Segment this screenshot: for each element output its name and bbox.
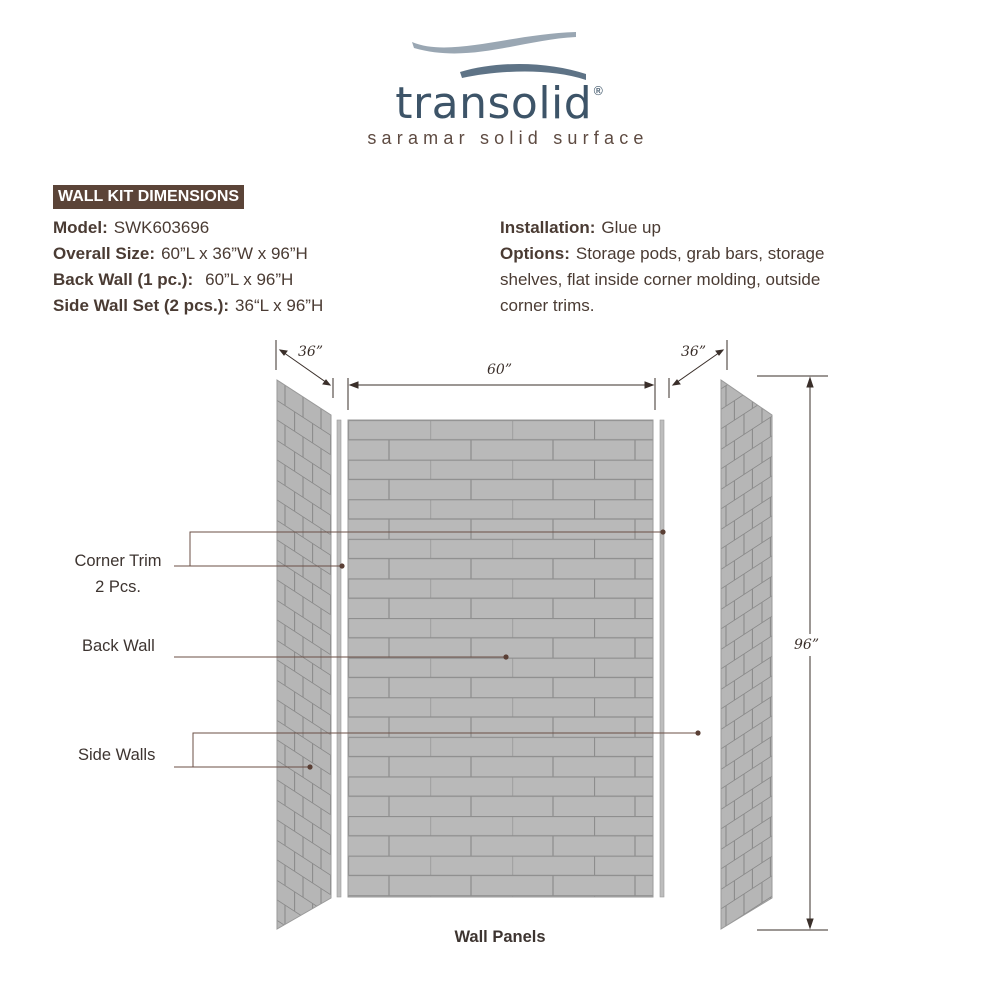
- dot-back-wall: [503, 654, 508, 659]
- callout-corner-trim-line2: 2 Pcs.: [95, 578, 141, 596]
- dimension-label-back: 60”: [487, 362, 512, 378]
- dimension-back: [348, 378, 655, 410]
- registered-mark: ®: [592, 84, 605, 98]
- dot-corner-trim-right: [660, 529, 665, 534]
- dimension-label-left-side: 36”: [298, 344, 323, 360]
- spec-label: Side Wall Set (2 pcs.):: [53, 296, 230, 315]
- dimension-label-height: 96”: [794, 637, 819, 653]
- dimension-label-right-side: 36”: [681, 344, 706, 360]
- right-side-wall-panel: [721, 380, 772, 929]
- callout-corner-trim: [48, 548, 188, 600]
- spec-label: Options:: [500, 244, 570, 263]
- spec-label: Installation:: [500, 218, 596, 237]
- dot-corner-trim-left: [339, 563, 344, 568]
- callout-back-wall: Back Wall: [82, 637, 155, 655]
- back-wall-panel: [348, 420, 653, 897]
- spec-label: Overall Size:: [53, 244, 156, 263]
- left-side-wall-panel: [277, 380, 331, 929]
- diagram-caption: Wall Panels: [454, 928, 546, 946]
- section-heading: WALL KIT DIMENSIONS: [53, 185, 244, 209]
- spec-options-line2: shelves, flat inside corner molding, outside: [500, 270, 821, 289]
- dot-side-wall-left: [307, 764, 312, 769]
- callout-side-walls: Side Walls: [78, 746, 156, 764]
- spec-value: 36“L x 96”H: [235, 296, 324, 315]
- spec-value: 60”L x 36”W x 96”H: [161, 244, 308, 263]
- brand-name-text: transolid: [395, 78, 593, 129]
- corner-trim-left: [337, 420, 341, 897]
- brand-tagline: saramar solid surface: [367, 128, 649, 148]
- spec-value: SWK603696: [113, 218, 210, 237]
- spec-value: Glue up: [601, 218, 661, 237]
- corner-trim-right: [660, 420, 664, 897]
- spec-value: Storage pods, grab bars, storage: [575, 244, 825, 263]
- spec-label: Back Wall (1 pc.):: [53, 270, 194, 289]
- spec-value: 60”L x 96”H: [205, 270, 294, 289]
- spec-options-line3: corner trims.: [500, 296, 595, 315]
- spec-label: Model:: [53, 218, 108, 237]
- callout-corner-trim-line1: Corner Trim: [74, 552, 162, 570]
- dot-side-wall-right: [695, 730, 700, 735]
